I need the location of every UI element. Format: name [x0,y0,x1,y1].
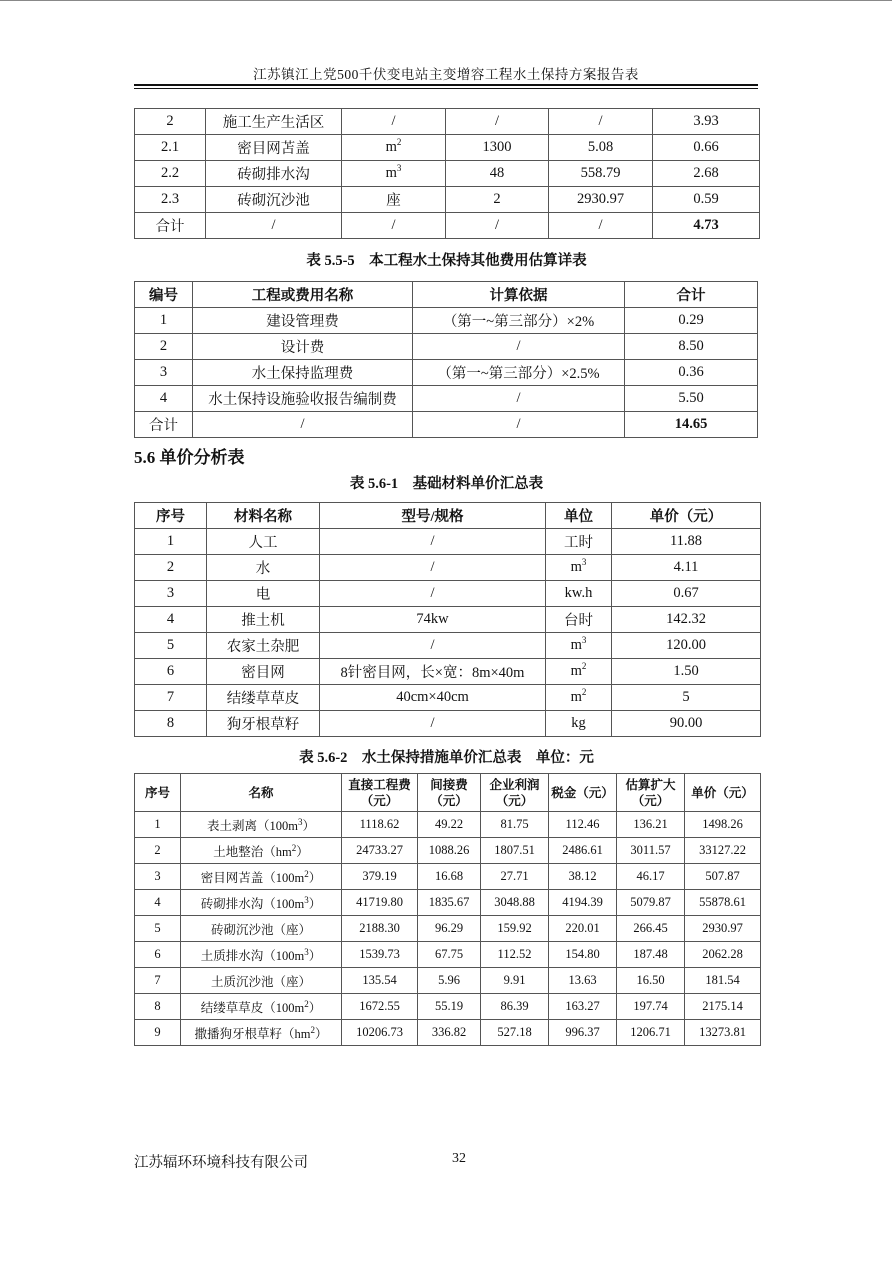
table-cell: 设计费 [193,334,413,360]
table-cell: 4194.39 [549,890,617,916]
table-cell: / [193,412,413,438]
table-cell: 5 [135,633,207,659]
table-cell: 86.39 [481,994,549,1020]
table-cell: 0.59 [653,187,760,213]
table-row [135,685,761,711]
table-cell: 1 [135,812,181,838]
table-cell: 2 [446,187,549,213]
table-cell: 8针密目网，长×宽：8m×40m [320,659,546,685]
table-row [135,555,761,581]
engineering-cost-continuation-table [134,108,760,239]
table-cell: 密目网苫盖$(100m^2)$ [181,864,342,890]
table-cell: 8.50 [625,334,758,360]
table-cell: 996.37 [549,1020,617,1046]
table-cell: 67.75 [418,942,481,968]
table-cell: 推土机 [207,607,320,633]
column-header: 合计 [625,282,758,308]
table-cell: 砖砌排水沟 [206,161,342,187]
column-header: 间接费（元） [418,774,481,812]
table-cell: 3 [135,360,193,386]
table-cell: 0.66 [653,135,760,161]
table-cell: 2 [135,334,193,360]
table-cell: 5 [135,916,181,942]
table-cell: 49.22 [418,812,481,838]
table-cell: 142.32 [612,607,761,633]
table-cell: $m^2$ [342,135,446,161]
table-cell: 27.71 [481,864,549,890]
column-header: 编号 [135,282,193,308]
table-row [135,890,761,916]
column-header: 单位 [546,503,612,529]
table-cell: 2.68 [653,161,760,187]
table-cell: 81.75 [481,812,549,838]
table-cell: 0.36 [625,360,758,386]
page-top-border [0,0,892,1]
table-cell: / [413,386,625,412]
table-cell: / [549,109,653,135]
table-cell: 112.52 [481,942,549,968]
table-cell: 0.67 [612,581,761,607]
table-cell: 5079.87 [617,890,685,916]
table-cell: 密目网 [207,659,320,685]
table-cell: 379.19 [342,864,418,890]
table3-header [135,503,761,529]
table-cell: 2 [135,109,206,135]
table-row [135,942,761,968]
table-cell: 5.96 [418,968,481,994]
table-cell: 水土保持设施验收报告编制费 [193,386,413,412]
table-cell: 1300 [446,135,549,161]
table-cell: 2930.97 [549,187,653,213]
table-cell: 33127.22 [685,838,761,864]
header-rule-thin [134,88,758,89]
table-cell: 527.18 [481,1020,549,1046]
table-cell: 5 [612,685,761,711]
table-cell: / [206,213,342,239]
table-cell: 2486.61 [549,838,617,864]
table-cell: / [413,412,625,438]
table-cell: 48 [446,161,549,187]
table-cell: 14.65 [625,412,758,438]
table-cell: 46.17 [617,864,685,890]
table-cell: $m^3$ [546,555,612,581]
measure-unit-price-table [134,773,761,1046]
table-cell: 4.11 [612,555,761,581]
table-cell: 154.80 [549,942,617,968]
table-row [135,529,761,555]
table-cell: 13.63 [549,968,617,994]
table-cell: 2930.97 [685,916,761,942]
table-header-row [135,774,761,812]
table4-header [135,774,761,812]
table-cell: kw.h [546,581,612,607]
table-row [135,812,761,838]
table-cell: 1835.67 [418,890,481,916]
table-cell: 施工生产生活区 [206,109,342,135]
table-cell: / [446,213,549,239]
table-cell: 136.21 [617,812,685,838]
table-cell: $m^3$ [342,161,446,187]
table-cell: 197.74 [617,994,685,1020]
table-cell: 1118.62 [342,812,418,838]
table-cell: / [342,109,446,135]
table-cell: 163.27 [549,994,617,1020]
section-heading-5-6: 5.6 单价分析表 [134,448,245,467]
table-cell: 2.1 [135,135,206,161]
table-cell: 558.79 [549,161,653,187]
table-cell: 16.68 [418,864,481,890]
table-cell: 1807.51 [481,838,549,864]
table-row [135,308,758,334]
column-header: 税金（元） [549,774,617,812]
table-cell: 96.29 [418,916,481,942]
table-cell: 合计 [135,213,206,239]
table-cell: 2.2 [135,161,206,187]
column-header: 企业利润（元） [481,774,549,812]
column-header: 材料名称 [207,503,320,529]
table-row [135,386,758,412]
table-cell: 336.82 [418,1020,481,1046]
table-cell: 4 [135,890,181,916]
table-row [135,968,761,994]
table-cell: 水 [207,555,320,581]
table-cell: 1088.26 [418,838,481,864]
table-cell: 112.46 [549,812,617,838]
table-cell: $m^2$ [546,659,612,685]
table-cell: 1672.55 [342,994,418,1020]
table-cell: 6 [135,659,207,685]
table-cell: 1498.26 [685,812,761,838]
table-cell: 砖砌沉沙池（座） [181,916,342,942]
table-cell: 砖砌排水沟$(100m^3)$ [181,890,342,916]
table-cell: 4 [135,386,193,412]
table-cell: 农家土杂肥 [207,633,320,659]
table-cell: / [320,711,546,737]
footer-company: 江苏辐环环境科技有限公司 [134,1155,308,1171]
table-cell: 电 [207,581,320,607]
table-row [135,659,761,685]
table-row [135,711,761,737]
table-cell: 人工 [207,529,320,555]
table-cell: 结缕草草皮$(100m^2)$ [181,994,342,1020]
table2-header [135,282,758,308]
table4-body [135,812,761,1046]
table-row [135,213,760,239]
table-cell: 9.91 [481,968,549,994]
table-cell: 6 [135,942,181,968]
material-unit-price-table [134,502,761,737]
table-row [135,607,761,633]
table-cell: 合计 [135,412,193,438]
header-rule [134,84,758,86]
table-cell: 密目网苫盖 [206,135,342,161]
table-cell: 砖砌沉沙池 [206,187,342,213]
column-header: 估算扩大（元） [617,774,685,812]
table-cell: 13273.81 [685,1020,761,1046]
table-cell: / [549,213,653,239]
table-cell: $m^3$ [546,633,612,659]
table-cell: 5.50 [625,386,758,412]
table-cell: 16.50 [617,968,685,994]
table-cell: 507.87 [685,864,761,890]
table-cell: / [320,529,546,555]
table-header-row [135,282,758,308]
table-cell: 159.92 [481,916,549,942]
page-number: 32 [452,1151,466,1166]
table-cell: 1 [135,308,193,334]
table2-body [135,308,758,438]
table-cell: 座 [342,187,446,213]
table-row [135,334,758,360]
table-cell: / [342,213,446,239]
column-header: 名称 [181,774,342,812]
column-header: 序号 [135,503,207,529]
column-header: 单价（元） [685,774,761,812]
table-cell: 1 [135,529,207,555]
table-cell: 181.54 [685,968,761,994]
table-cell: 38.12 [549,864,617,890]
table-row [135,412,758,438]
table-cell: 55.19 [418,994,481,1020]
table-cell: 11.88 [612,529,761,555]
table-cell: / [413,334,625,360]
table-header-row [135,503,761,529]
table-cell: 9 [135,1020,181,1046]
column-header: 序号 [135,774,181,812]
table-cell: 水土保持监理费 [193,360,413,386]
table-row [135,994,761,1020]
table-cell: 55878.61 [685,890,761,916]
table-caption-5-6-2: 表 5.6-2 水土保持措施单价汇总表 单位：元 [299,750,594,766]
table-cell: 土地整治$(hm^2)$ [181,838,342,864]
table-cell: 土质沉沙池（座） [181,968,342,994]
column-header: 直接工程费（元） [342,774,418,812]
table-cell: 10206.73 [342,1020,418,1046]
table-row [135,360,758,386]
table-cell: 1539.73 [342,942,418,968]
table-cell: $m^2$ [546,685,612,711]
table-row [135,633,761,659]
table-row [135,109,760,135]
table-cell: 135.54 [342,968,418,994]
column-header: 单价（元） [612,503,761,529]
table-row [135,581,761,607]
table-cell: 8 [135,994,181,1020]
table-cell: （第一~第三部分）×2% [413,308,625,334]
table-cell: 1.50 [612,659,761,685]
table-cell: 120.00 [612,633,761,659]
table-row [135,1020,761,1046]
column-header: 工程或费用名称 [193,282,413,308]
table-row [135,916,761,942]
table3-body [135,529,761,737]
table-cell: 建设管理费 [193,308,413,334]
table-cell: 187.48 [617,942,685,968]
page-header-title: 江苏镇江上党500千伏变电站主变增容工程水土保持方案报告表 [253,67,639,82]
table-caption-5-6-1: 表 5.6-1 基础材料单价汇总表 [349,476,544,492]
table-cell: 7 [135,685,207,711]
table-cell: 1206.71 [617,1020,685,1046]
table-cell: / [446,109,549,135]
table-cell: 0.29 [625,308,758,334]
table-cell: 2188.30 [342,916,418,942]
table-cell: 5.08 [549,135,653,161]
table-cell: 2.3 [135,187,206,213]
table-cell: 2 [135,555,207,581]
table-cell: 2 [135,838,181,864]
table-cell: 3 [135,864,181,890]
table-cell: 4 [135,607,207,633]
column-header: 型号/规格 [320,503,546,529]
table-cell: （第一~第三部分）×2.5% [413,360,625,386]
table-cell: 2062.28 [685,942,761,968]
table-cell: 2175.14 [685,994,761,1020]
table-cell: 表土剥离$(100m^3)$ [181,812,342,838]
table-cell: 24733.27 [342,838,418,864]
table-cell: 土质排水沟$(100m^3)$ [181,942,342,968]
table-cell: 74kw [320,607,546,633]
other-costs-table [134,281,758,438]
table-row [135,135,760,161]
table-cell: 220.01 [549,916,617,942]
table-cell: 41719.80 [342,890,418,916]
table-cell: / [320,555,546,581]
table-row [135,161,760,187]
table-cell: 266.45 [617,916,685,942]
table-cell: 台时 [546,607,612,633]
table1-body [135,109,760,239]
table-cell: 3 [135,581,207,607]
table-row [135,864,761,890]
table-cell: 狗牙根草籽 [207,711,320,737]
table-cell: 4.73 [653,213,760,239]
table-row [135,187,760,213]
table-cell: kg [546,711,612,737]
column-header: 计算依据 [413,282,625,308]
table-cell: 7 [135,968,181,994]
table-cell: 工时 [546,529,612,555]
table-cell: 撒播狗牙根草籽$(hm^2)$ [181,1020,342,1046]
table-cell: 3.93 [653,109,760,135]
table-cell: / [320,581,546,607]
table-row [135,838,761,864]
table-cell: 3048.88 [481,890,549,916]
table-cell: 3011.57 [617,838,685,864]
table-cell: 结缕草草皮 [207,685,320,711]
table-caption-5-5-5: 表 5.5-5 本工程水土保持其他费用估算详表 [306,253,587,269]
table-cell: 8 [135,711,207,737]
table-cell: 40cm×40cm [320,685,546,711]
table-cell: 90.00 [612,711,761,737]
table-cell: / [320,633,546,659]
